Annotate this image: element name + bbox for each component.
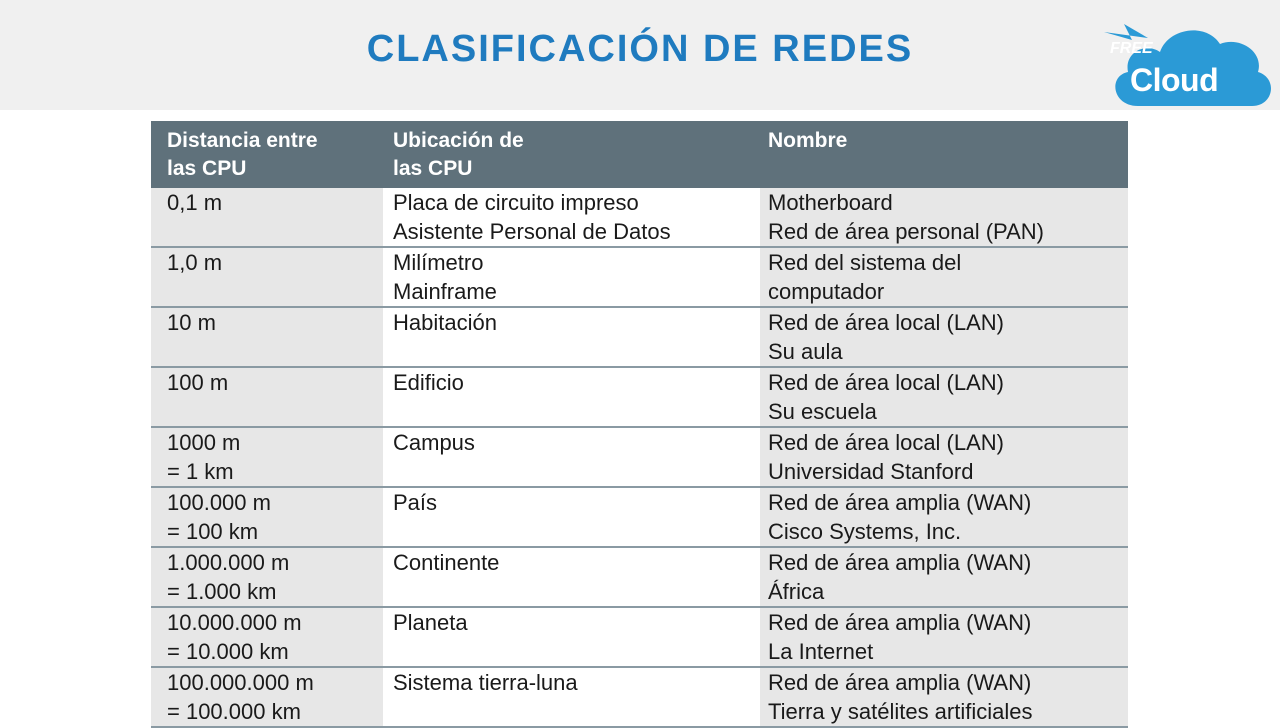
cell-location-line: Campus [393, 430, 475, 455]
cell-location-line: País [393, 490, 438, 515]
cell-name-line: Su escuela [768, 399, 877, 424]
cell-distance-line: = 10.000 km [167, 639, 289, 664]
cell-distance-line: 100.000.000 m [167, 670, 314, 695]
cell-distance-line: 1,0 m [167, 250, 223, 275]
free-cloud-logo [1098, 14, 1276, 110]
cell-distance [151, 307, 383, 367]
cell-distance-line: 10 m [167, 310, 216, 335]
cell-name [760, 547, 1128, 607]
cell-distance-line: 100 m [167, 370, 229, 395]
cell-distance-line: = 100.000 km [167, 699, 301, 724]
cell-distance [151, 607, 383, 667]
cell-name-line: Universidad Stanford [768, 459, 974, 484]
cell-name-line: Red de área local (LAN) [768, 370, 1005, 395]
cell-name-line: Tierra y satélites artificiales [768, 699, 1033, 724]
cell-name-line: Red de área personal (PAN) [768, 219, 1044, 244]
cell-distance-line: 0,1 m [167, 190, 223, 215]
cell-distance-line: 1.000.000 m [167, 550, 290, 575]
table-row [151, 307, 1128, 367]
cell-location-line: Placa de circuito impreso [393, 190, 639, 215]
cell-name-line: Cisco Systems, Inc. [768, 519, 962, 544]
logo-free-text: FREE [1110, 40, 1153, 57]
bird-icon [1104, 24, 1148, 40]
cell-name [760, 667, 1128, 727]
cell-location-line: Mainframe [393, 279, 497, 304]
cell-distance-line: 100.000 m [167, 490, 271, 515]
header-distance: Distancia entre las CPU [151, 121, 383, 188]
cell-name-line: La Internet [768, 639, 874, 664]
cell-name-line: Red de área amplia (WAN) [768, 610, 1032, 635]
cell-location-line: Continente [393, 550, 500, 575]
cell-name [760, 247, 1128, 307]
table-row [151, 547, 1128, 607]
cell-location [383, 367, 760, 427]
table-row [151, 607, 1128, 667]
cell-name-line: Red de área amplia (WAN) [768, 550, 1032, 575]
table-row [151, 247, 1128, 307]
cell-location-line: Milímetro [393, 250, 484, 275]
cell-distance [151, 667, 383, 727]
cell-distance-line: = 1.000 km [167, 579, 277, 604]
cell-name-line: Red de área local (LAN) [768, 430, 1005, 455]
cell-location [383, 427, 760, 487]
cell-distance-line: 1000 m [167, 430, 241, 455]
cell-distance [151, 367, 383, 427]
cell-location [383, 188, 760, 247]
cell-location-line: Habitación [393, 310, 497, 335]
table-row [151, 487, 1128, 547]
table-row [151, 667, 1128, 727]
cell-distance [151, 487, 383, 547]
header-location: Ubicación de las CPU [383, 121, 760, 188]
cell-name-line: Red de área amplia (WAN) [768, 490, 1032, 515]
cell-name-line: computador [768, 279, 885, 304]
cell-location [383, 247, 760, 307]
header-name: Nombre [760, 121, 1128, 188]
cell-distance-line: = 1 km [167, 459, 234, 484]
cell-distance-line: = 100 km [167, 519, 259, 544]
cell-location [383, 667, 760, 727]
cell-name-line: Su aula [768, 339, 843, 364]
cell-location [383, 307, 760, 367]
cell-name [760, 487, 1128, 547]
cell-distance [151, 547, 383, 607]
cell-name-line: Red del sistema del [768, 250, 962, 275]
cell-distance [151, 188, 383, 247]
table-row [151, 367, 1128, 427]
cell-name-line: Red de área local (LAN) [768, 310, 1005, 335]
cell-distance [151, 247, 383, 307]
cell-location-line: Edificio [393, 370, 464, 395]
cell-name-line: Motherboard [768, 190, 893, 215]
cell-distance [151, 427, 383, 487]
network-classification-table [151, 121, 1128, 728]
logo-cloud-text: Cloud [1130, 62, 1219, 98]
table-header-row [151, 121, 1128, 188]
cell-location [383, 547, 760, 607]
cell-location [383, 487, 760, 547]
table-row [151, 188, 1128, 247]
cell-name [760, 307, 1128, 367]
cell-name [760, 607, 1128, 667]
cell-name [760, 427, 1128, 487]
cell-location [383, 607, 760, 667]
cell-name [760, 188, 1128, 247]
cell-location-line: Planeta [393, 610, 468, 635]
cell-name-line: Red de área amplia (WAN) [768, 670, 1032, 695]
cell-location-line: Asistente Personal de Datos [393, 219, 671, 244]
page-title: CLASIFICACIÓN DE REDES [366, 28, 914, 70]
cell-name [760, 367, 1128, 427]
cell-name-line: África [768, 579, 825, 604]
cell-distance-line: 10.000.000 m [167, 610, 302, 635]
table-row [151, 427, 1128, 487]
cell-location-line: Sistema tierra-luna [393, 670, 578, 695]
